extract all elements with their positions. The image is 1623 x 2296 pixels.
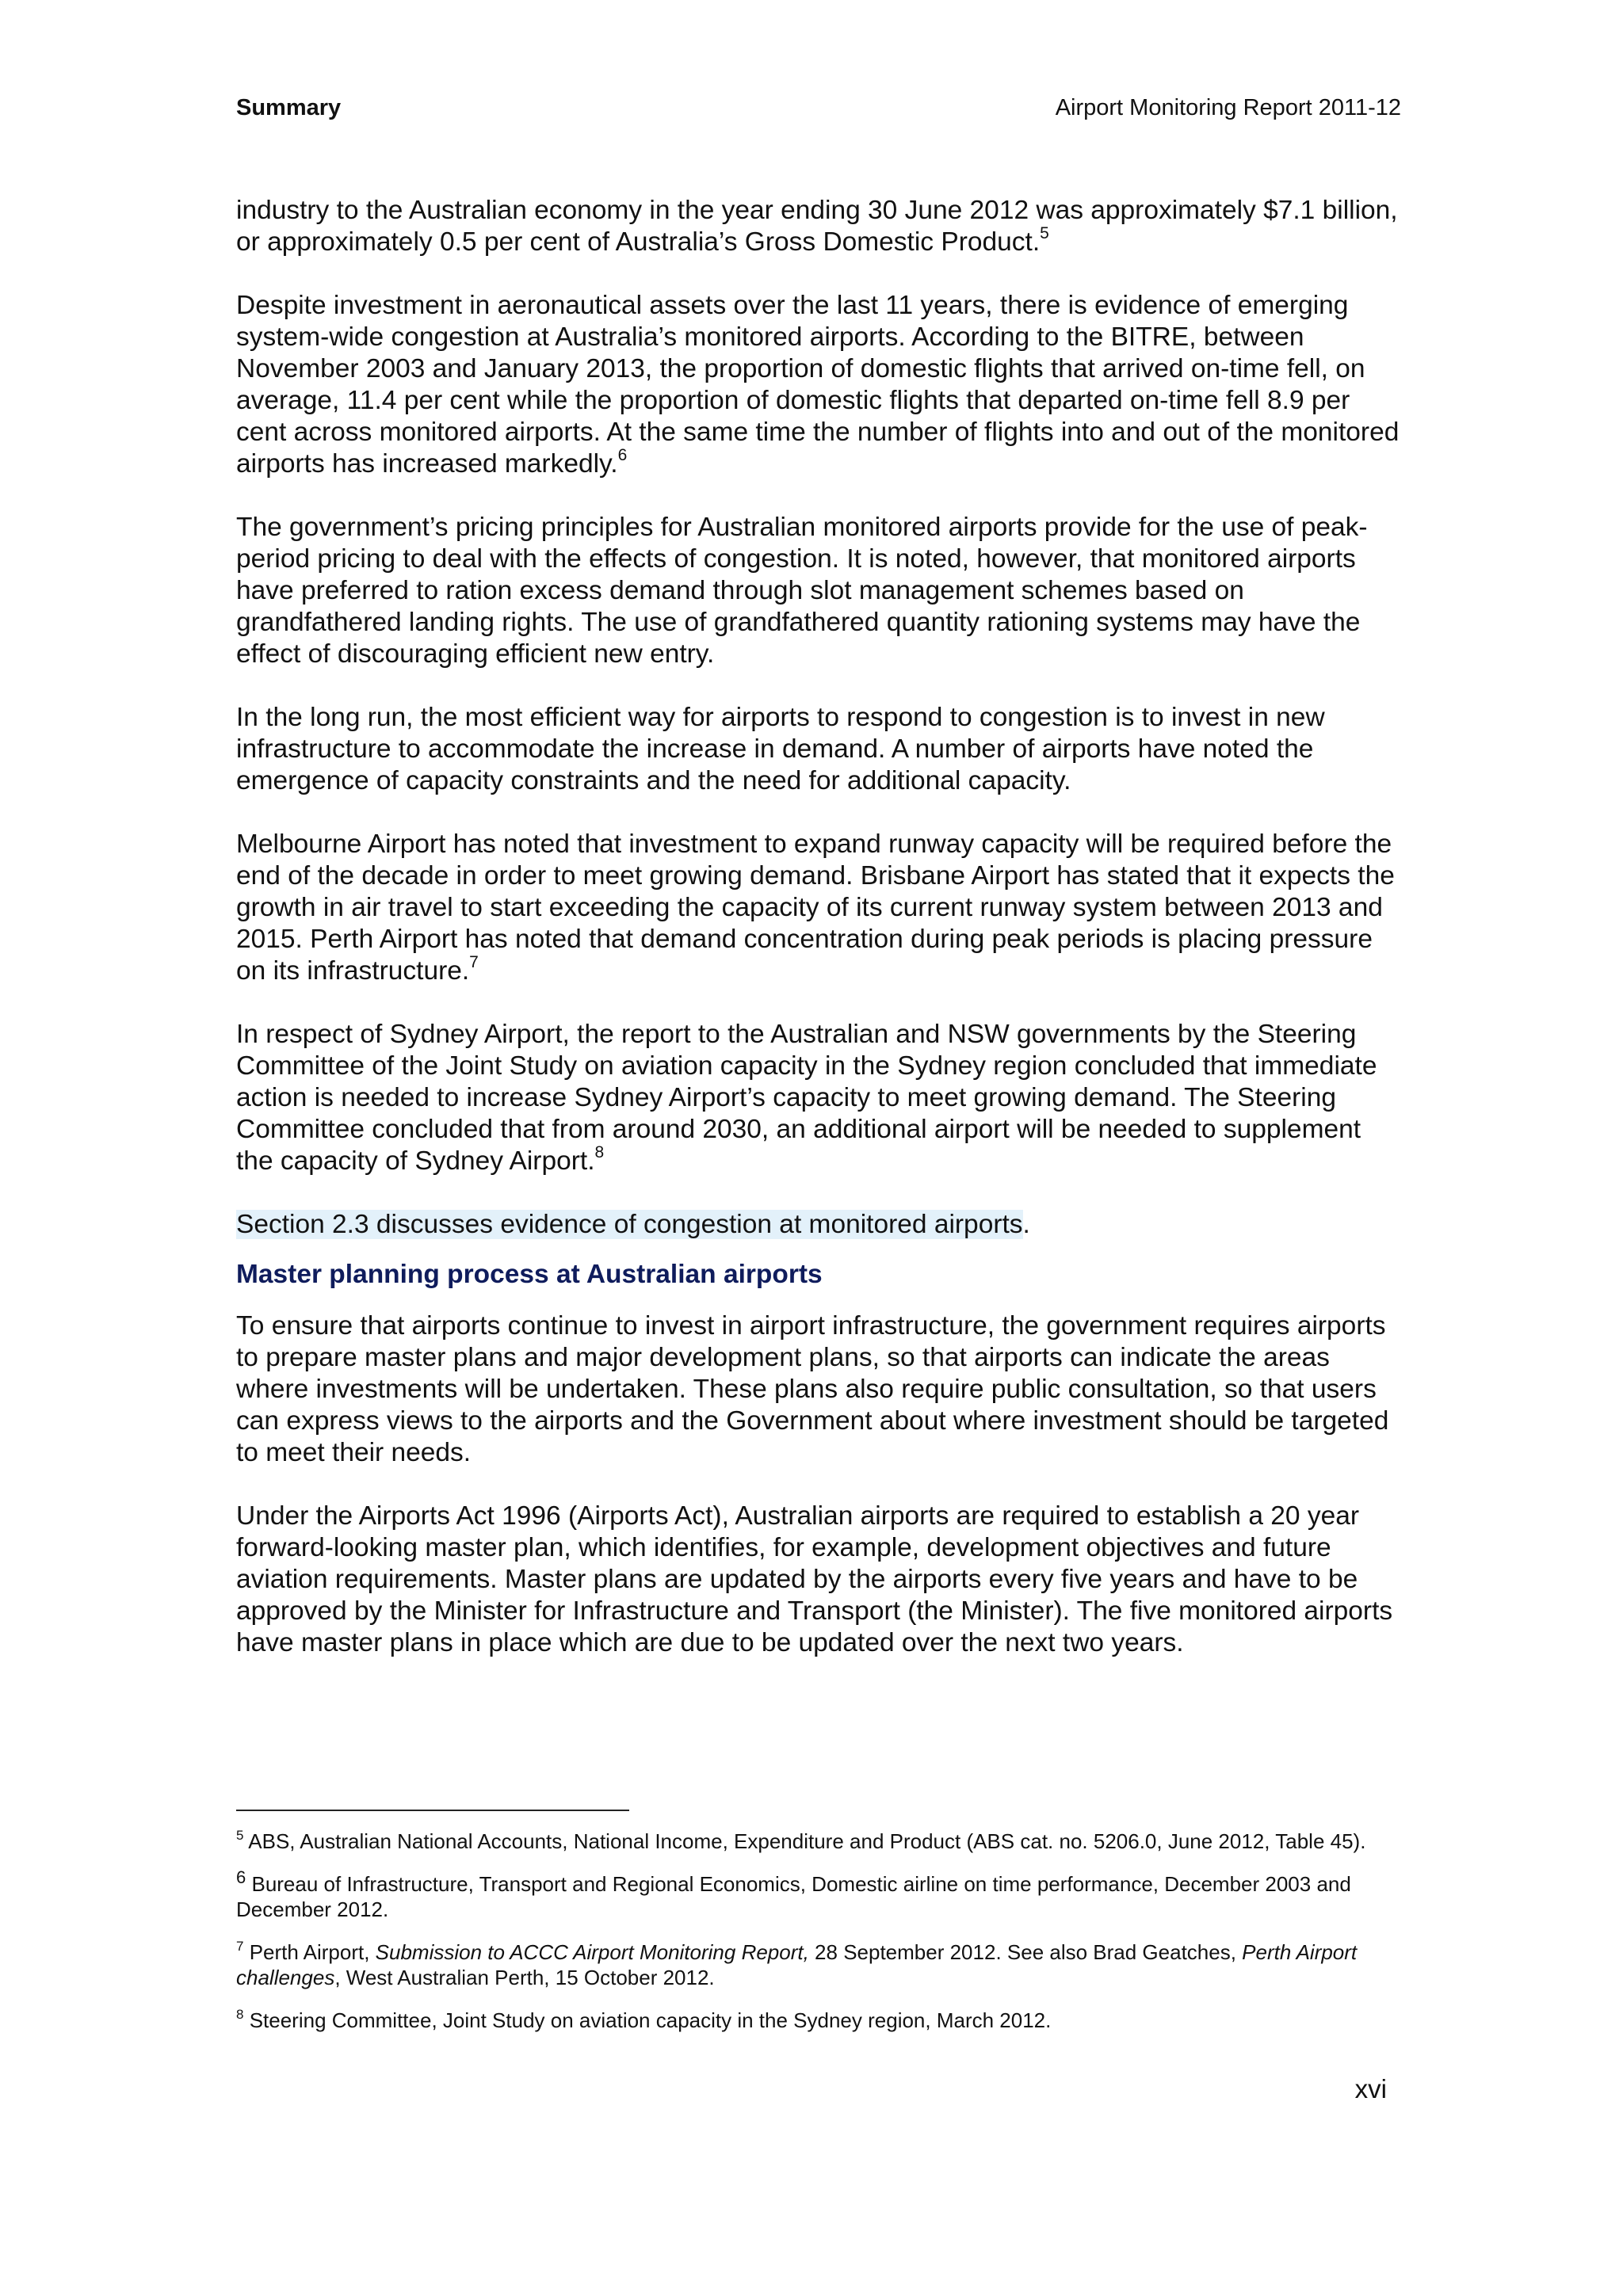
- paragraph: [236, 1019, 1401, 1177]
- report-title: Airport Monitoring Report 2011-12: [1055, 95, 1401, 120]
- paragraph: [236, 702, 1401, 797]
- paragraph: [236, 829, 1401, 987]
- footnote-citation-title: Perth Airport challenges: [236, 1940, 1358, 1989]
- footnote-number: 6: [236, 1867, 246, 1887]
- section-heading: Master planning process at Australian airports: [236, 1260, 823, 1289]
- footnote-ref[interactable]: 6: [617, 446, 628, 464]
- footnote-number: 7: [236, 1939, 244, 1954]
- paragraph: [236, 195, 1401, 258]
- footnote: [236, 1829, 1401, 1854]
- paragraph: [236, 1501, 1401, 1659]
- paragraph: [236, 1209, 1401, 1241]
- page-number: xvi: [1354, 2074, 1387, 2103]
- footnote-divider: [236, 1810, 629, 1811]
- footnotes: [236, 1810, 1401, 2050]
- footnote: [236, 1867, 1401, 1922]
- footnote-number: 8: [236, 2007, 244, 2022]
- paragraph-text: .: [1022, 1210, 1030, 1239]
- paragraph-text: The government’s pricing principles for Australian monitored airports provide for the use of peak-period pricing to deal with the effects of congestion. It is noted, however, that monitored airports have preferred to ration excess demand through slot management schemes based on grandfathered landing rights. The use of grandfathered quantity rationing systems may have the effect of discouraging efficient new entry.: [236, 513, 1368, 669]
- footnote-text: Perth Airport,: [243, 1940, 376, 1964]
- footnote-number: 5: [236, 1828, 244, 1843]
- paragraph: [236, 1310, 1401, 1469]
- footnote: [236, 1939, 1401, 1990]
- paragraph-text: In the long run, the most efficient way for airports to respond to congestion is to invest in new infrastructure to accommodate the increase in demand. A number of airports have noted the emergence of capacity constraints and the need for additional capacity.: [236, 703, 1325, 795]
- footnote-ref[interactable]: 5: [1040, 224, 1049, 242]
- paragraph: [236, 290, 1401, 480]
- footnote-text: Steering Committee, Joint Study on aviation capacity in the Sydney region, March 2012.: [243, 2008, 1052, 2032]
- body-text: [236, 195, 1401, 1691]
- running-header: [236, 95, 1401, 121]
- paragraph-text: Melbourne Airport has noted that investment to expand runway capacity will be required before the end of the decade in order to meet growing demand. Brisbane Airport has stated that it expects the growth in air travel to start exceeding the capacity of its current runway system between 2013 and 2015. Perth Airport has noted that demand concentration during peak periods is placing pressure on its infrastructure.: [236, 830, 1395, 986]
- paragraph-text: To ensure that airports continue to invest in airport infrastructure, the government requires airports to prepare master plans and major development plans, so that airports can indicate the areas where investments will be undertaken. These plans also require public consultation, so that users can express views to the airports and the Government about where investment should be targeted to meet their needs.: [236, 1311, 1389, 1467]
- paragraph: [236, 512, 1401, 670]
- footnote-text: ABS, Australian National Accounts, National Income, Expenditure and Product (ABS cat. no. 5206.0, June 2012, Table 45).: [243, 1829, 1366, 1853]
- footnote-ref[interactable]: 8: [594, 1143, 605, 1161]
- paragraph-text: industry to the Australian economy in the year ending 30 June 2012 was approximately $7.1 billion, or approximately 0.5 per cent of Australia’s Gross Domestic Product.: [236, 196, 1398, 257]
- footnote-citation-title: Submission to ACCC Airport Monitoring Report,: [375, 1940, 809, 1964]
- footnote-text: 28 September 2012. See also Brad Geatches,: [808, 1940, 1243, 1964]
- paragraph-text: Despite investment in aeronautical assets over the last 11 years, there is evidence of emerging system-wide congestion at Australia’s monitored airports. According to the BITRE, between November 2003 and January 2013, the proportion of domestic flights that arrived on-time fell, on average, 11.4 per cent while the proportion of domestic flights that departed on-time fell 8.9 per cent across monitored airports. At the same time the number of flights into and out of the monitored airports has increased markedly.: [236, 291, 1400, 479]
- footnote-text: Bureau of Infrastructure, Transport and Regional Economics, Domestic airline on time performance, December 2003 and December 2012.: [236, 1872, 1351, 1921]
- paragraph-text: Under the Airports Act 1996 (Airports Act), Australian airports are required to establish a 20 year forward-looking master plan, which identifies, for example, development objectives and future aviation requirements. Master plans are updated by the airports every five years and have to be approved by the Minister for Infrastructure and Transport (the Minister). The five monitored airports have master plans in place which are due to be updated over the next two years.: [236, 1501, 1393, 1657]
- footnote-ref[interactable]: 7: [469, 953, 479, 971]
- paragraph-text: In respect of Sydney Airport, the report to the Australian and NSW governments by the Steering Committee of the Joint Study on aviation capacity in the Sydney region concluded that immediate action is needed to increase Sydney Airport’s capacity to meet growing demand. The Steering Committee concluded that from around 2030, an additional airport will be needed to supplement the capacity of Sydney Airport.: [236, 1020, 1377, 1176]
- section-label: Summary: [236, 95, 342, 120]
- section-cross-reference-link[interactable]: Section 2.3 discusses evidence of congestion at monitored airports: [236, 1210, 1023, 1239]
- footnote: [236, 2008, 1401, 2033]
- footnote-text: , West Australian Perth, 15 October 2012.: [334, 1966, 715, 1989]
